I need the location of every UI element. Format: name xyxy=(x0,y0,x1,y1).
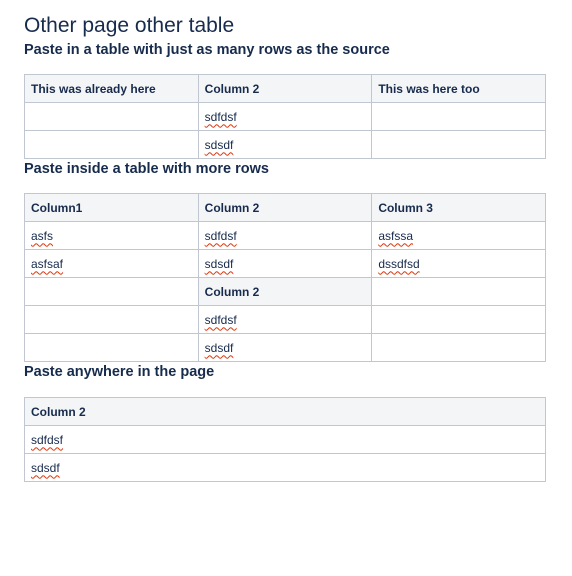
table-cell[interactable] xyxy=(198,334,372,362)
table-row xyxy=(25,454,546,482)
table-header-cell[interactable]: Column 2 xyxy=(198,75,372,103)
table-cell[interactable] xyxy=(372,131,546,159)
table-header-row xyxy=(25,398,546,426)
table-cell[interactable] xyxy=(372,250,546,278)
section-heading-2: Paste inside a table with more rows xyxy=(24,161,269,177)
table-header-cell[interactable]: Column 3 xyxy=(372,194,546,222)
table-cell[interactable] xyxy=(25,334,199,362)
table-row xyxy=(25,250,546,278)
table-header-cell[interactable]: This was already here xyxy=(25,75,199,103)
table-cell[interactable] xyxy=(25,306,199,334)
table-row xyxy=(25,103,546,131)
cell-text: asfs xyxy=(31,228,54,243)
table-cell[interactable] xyxy=(372,278,546,306)
table-cell[interactable] xyxy=(372,103,546,131)
cell-text: sdfdsf xyxy=(31,432,64,447)
cell-text: asfssa xyxy=(378,228,413,243)
cell-text: sdfdsf xyxy=(204,109,237,124)
table-1 xyxy=(24,74,546,159)
cell-text: sdsdf xyxy=(31,460,60,475)
table-header-cell[interactable] xyxy=(198,278,372,306)
table-cell[interactable] xyxy=(198,131,372,159)
page-title: Other page other table xyxy=(24,14,235,37)
table-header-cell[interactable]: This was here too xyxy=(372,75,546,103)
table-row xyxy=(25,306,546,334)
table-row xyxy=(25,278,546,306)
cell-text: sdfdsf xyxy=(204,228,237,243)
cell-text: asfsaf xyxy=(31,256,64,271)
table-cell[interactable] xyxy=(25,103,199,131)
table-cell[interactable] xyxy=(25,278,199,306)
cell-text: dssdfsd xyxy=(378,256,420,271)
table-header-row xyxy=(25,194,546,222)
table-header-cell[interactable]: Column 2 xyxy=(25,398,546,426)
table-cell[interactable] xyxy=(25,426,546,454)
table-2 xyxy=(24,193,546,362)
table-row xyxy=(25,426,546,454)
cell-text: sdsdf xyxy=(204,256,234,271)
table-cell[interactable] xyxy=(198,306,372,334)
table-header-cell[interactable]: Column1 xyxy=(25,194,199,222)
cell-text: sdsdf xyxy=(204,137,234,152)
table-cell[interactable] xyxy=(372,334,546,362)
table-cell[interactable] xyxy=(372,222,546,250)
table-cell[interactable] xyxy=(25,454,546,482)
table-row xyxy=(25,334,546,362)
table-cell[interactable] xyxy=(198,103,372,131)
section-heading-3: Paste anywhere in the page xyxy=(24,364,215,380)
table-cell[interactable] xyxy=(372,306,546,334)
table-3 xyxy=(24,397,546,482)
table-cell[interactable] xyxy=(198,222,372,250)
table-row xyxy=(25,131,546,159)
cell-text: Column 2 xyxy=(204,284,260,299)
table-header-cell[interactable]: Column 2 xyxy=(198,194,372,222)
table-row xyxy=(25,222,546,250)
cell-text: sdsdf xyxy=(204,340,234,355)
section-heading-1: Paste in a table with just as many rows as the source xyxy=(24,42,390,58)
table-cell[interactable] xyxy=(25,131,199,159)
table-cell[interactable] xyxy=(25,250,199,278)
table-header-row xyxy=(25,75,546,103)
cell-text: sdfdsf xyxy=(204,312,237,327)
table-cell[interactable] xyxy=(198,250,372,278)
table-cell[interactable] xyxy=(25,222,199,250)
